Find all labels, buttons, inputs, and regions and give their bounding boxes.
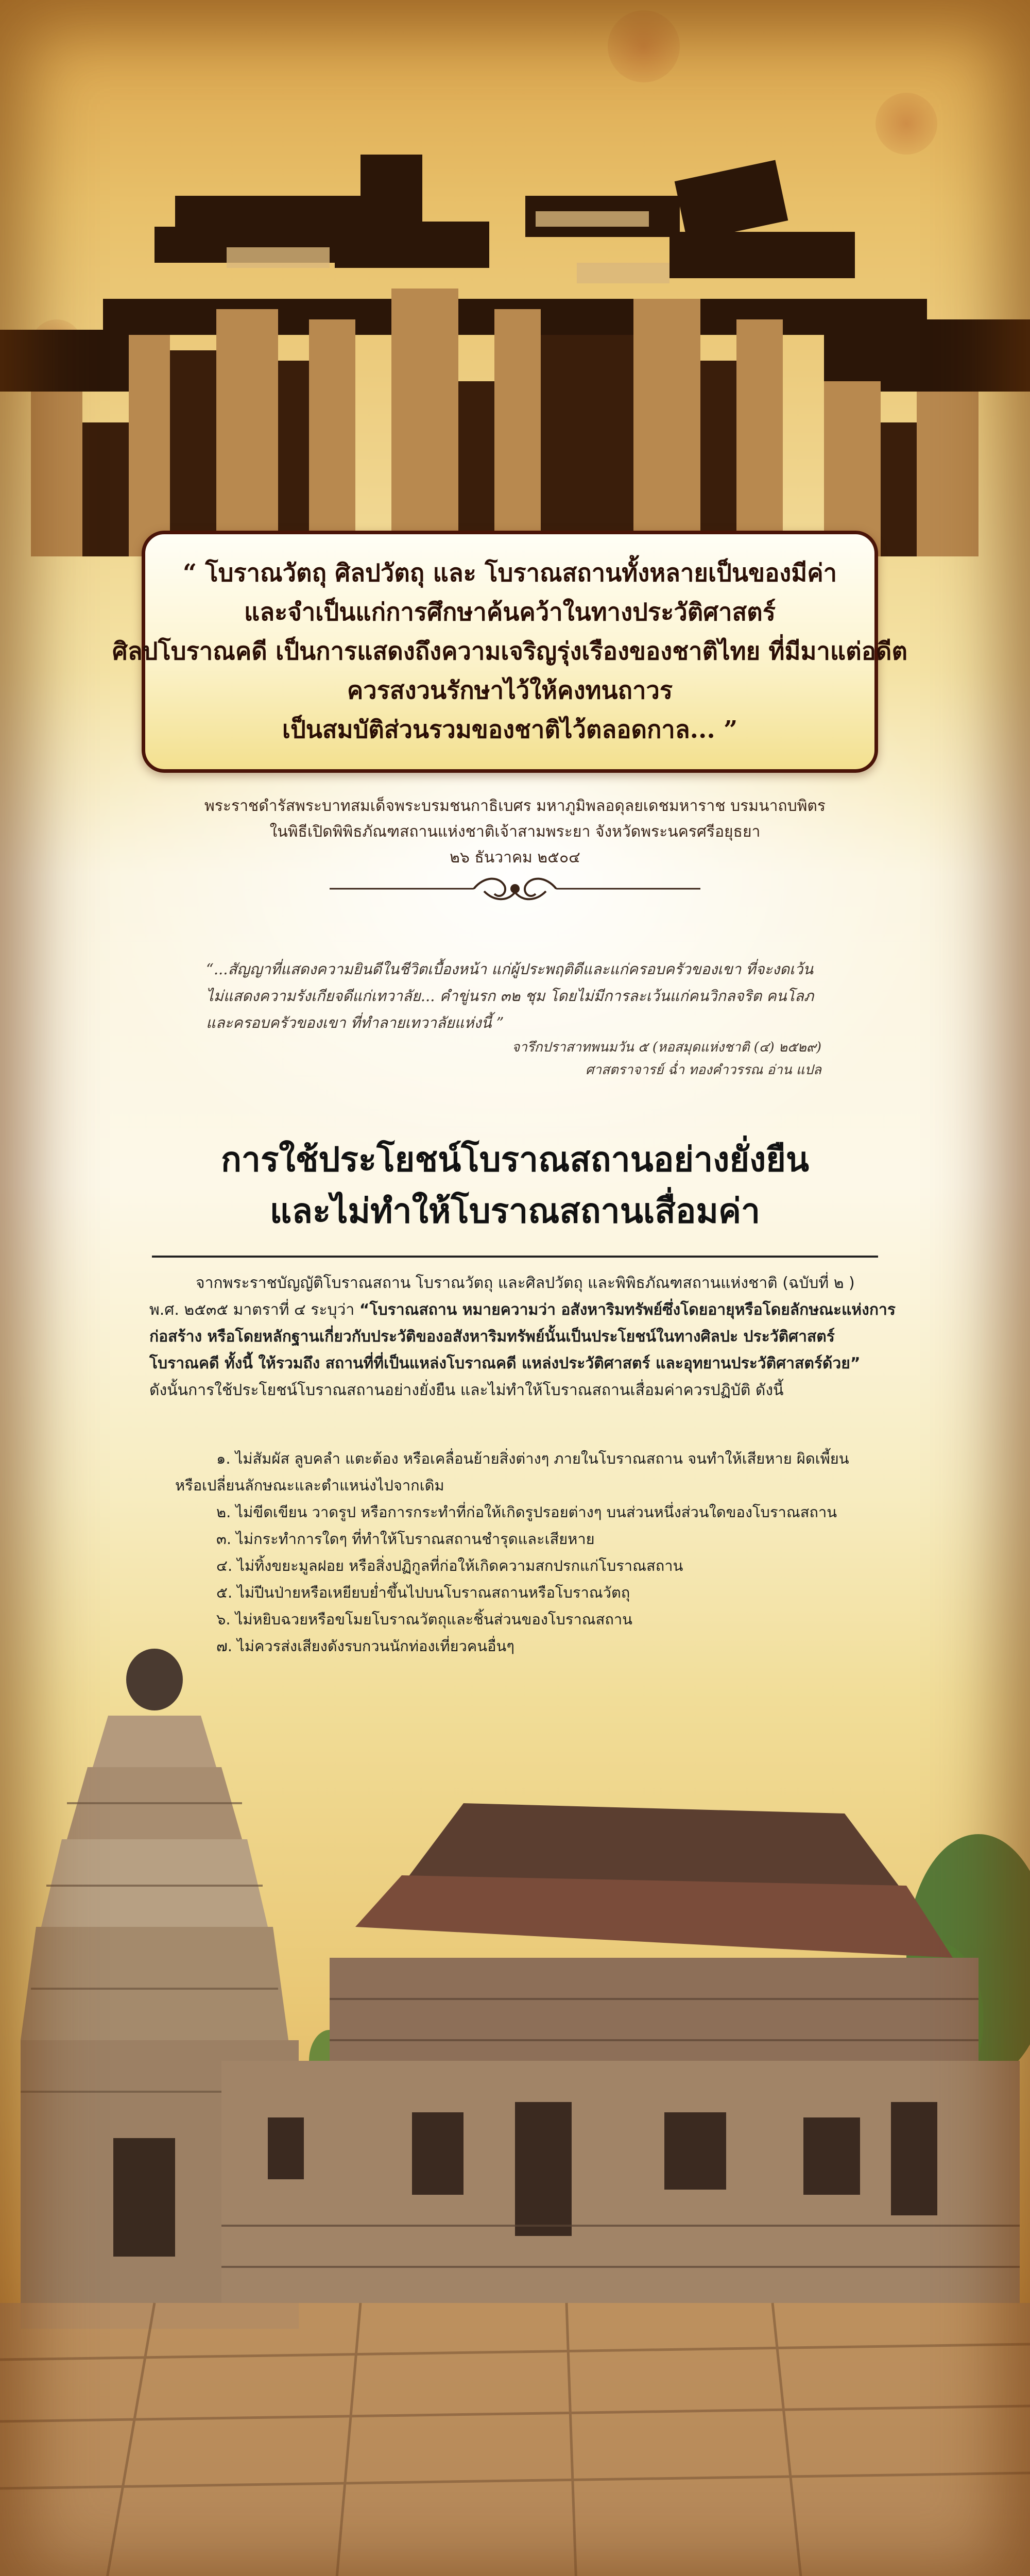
list-item: ๕. ไม่ปีนป่ายหรือเหยียบย่ำขึ้นไปบนโบราณสถานหรือโบราณวัตถุ [216,1584,630,1601]
title-line-2: และไม่ทำให้โบราณสถานเสื่อมค่า [269,1191,761,1231]
attribution-line: ในพิธีเปิดพิพิธภัณฑสถานแห่งชาติเจ้าสามพระยา จังหวัดพระนครศรีอยุธยา [269,823,761,841]
definition-text: “โบราณสถาน หมายความว่า อสังหาริมทรัพย์ซึ่งโดยอายุหรือโดยลักษณะแห่งการ [359,1301,896,1319]
inscription-line: “...สัญญาที่แสดงความยินดีในชีวิตเบื้องหน้า แก่ผู้ประพฤติดีและแก่ครอบครัวของเขา ที่จะงดเว้น [206,960,814,978]
stain-decoration [608,10,680,82]
paragraph-line [149,1297,896,1324]
title-divider [152,1256,878,1258]
paragraph-line: จากพระราชบัญญัติโบราณสถาน โบราณวัตถุ และศิลปวัตถุ และพิพิธภัณฑสถานแห่งชาติ (ฉบับที่ ๒ ) [196,1274,855,1292]
paragraph-line [149,1350,881,1377]
list-item: ๖. ไม่หยิบฉวยหรือขโมยโบราณวัตถุและชิ้นส่วนของโบราณสถาน [216,1611,633,1628]
bottom-temple-photo-illustration [0,1597,1030,2576]
attribution-line: พระราชดำรัสพระบาทสมเด็จพระบรมชนกาธิเบศร มหาภูมิพลอดุลยเดชมหาราช บรมนาถบพิตร [204,797,826,815]
inscription-source: จารึกปราสาทพนมวัน ๕ (หอสมุดแห่งชาติ (๔) ๒๕๒๙) [512,1040,821,1055]
list-item: ๒. ไม่ขีดเขียน วาดรูป หรือการกระทำที่ก่อให้เกิดรูปรอยต่างๆ บนส่วนหนึ่งส่วนใดของโบราณสถาน [216,1503,837,1521]
paragraph-line: ดังนั้นการใช้ประโยชน์โบราณสถานอย่างยั่งยืน และไม่ทำให้โบราณสถานเสื่อมค่าควรปฏิบัติ ดังนี้ [149,1381,784,1399]
definition-text: ก่อสร้าง หรือโดยหลักฐานเกี่ยวกับประวัติของอสังหาริมทรัพย์นั้นเป็นประโยชน์ในทางศิลปะ ประวัติศาสตร์ [149,1328,835,1346]
definition-text: โบราณคดี ทั้งนี้ ให้รวมถึง สถานที่ที่เป็นแหล่งโบราณคดี แหล่งประวัติศาสตร์ และอุทยานประวัติศาสตร์ด้วย” [149,1354,861,1372]
list-item: ๔. ไม่ทิ้งขยะมูลฝอย หรือสิ่งปฏิกูลที่ก่อให้เกิดความสกปรกแก่โบราณสถาน [216,1557,683,1574]
quote-line: “ โบราณวัตถุ ศิลปวัตถุ และ โบราณสถานทั้งหลายเป็นของมีค่า [182,559,837,587]
ornamental-divider [330,871,700,907]
inscription-line: และครอบครัวของเขา ที่ทำลายเทวาลัยแห่งนี้ ” [206,1014,504,1031]
inscription-translator: ศาสตราจารย์ ฉ่ำ ทองคำวรรณ อ่าน แปล [585,1062,821,1078]
quote-line: ควรสงวนรักษาไว้ให้คงทนถาวร [347,676,673,705]
list-item: ๓. ไม่กระทำการใดๆ ที่ทำให้โบราณสถานชำรุดและเสียหาย [216,1530,595,1548]
quote-attribution [154,793,876,871]
inscription-quote [206,956,845,1081]
law-paragraph [149,1270,896,1404]
royal-quote-box [112,531,907,773]
title-line-1: การใช้ประโยชน์โบราณสถานอย่างยั่งยืน [220,1139,810,1179]
list-item-continuation: หรือเปลี่ยนลักษณะและตำแหน่งไปจากเดิม [175,1477,444,1494]
quote-line: และจำเป็นแก่การศึกษาค้นคว้าในทางประวัติศาสตร์ [244,598,776,626]
list-item: ๑. ไม่สัมผัส ลูบคลำ แตะต้อง หรือเคลื่อนย้ายสิ่งต่างๆ ภายในโบราณสถาน จนทำให้เสียหาย ผิดเพี้ยน [216,1450,849,1467]
quote-line: เป็นสมบัติส่วนรวมของชาติไว้ตลอดกาล... ” [282,716,738,744]
inscription-line: ไม่แสดงความรังเกียจดีแก่เทวาลัย... คำขู่นรก ๓๒ ชุม โดยไม่มีการละเว้นแก่คนวิกลจริต คนโลภ [206,987,814,1005]
attribution-date: ๒๖ ธันวาคม ๒๕๐๔ [450,849,580,867]
top-temple-ruins-illustration [0,93,1030,556]
paragraph-text: พ.ศ. ๒๕๓๕ มาตราที่ ๔ ระบุว่า [149,1301,359,1319]
section-title [103,1133,927,1236]
list-item: ๗. ไม่ควรส่งเสียงดังรบกวนนักท่องเที่ยวคนอื่นๆ [216,1637,514,1655]
quote-line: ศิลปโบราณคดี เป็นการแสดงถึงความเจริญรุ่งเรืองของชาติไทย ที่มีมาแต่อดีต [112,637,907,666]
paragraph-line [149,1324,881,1350]
